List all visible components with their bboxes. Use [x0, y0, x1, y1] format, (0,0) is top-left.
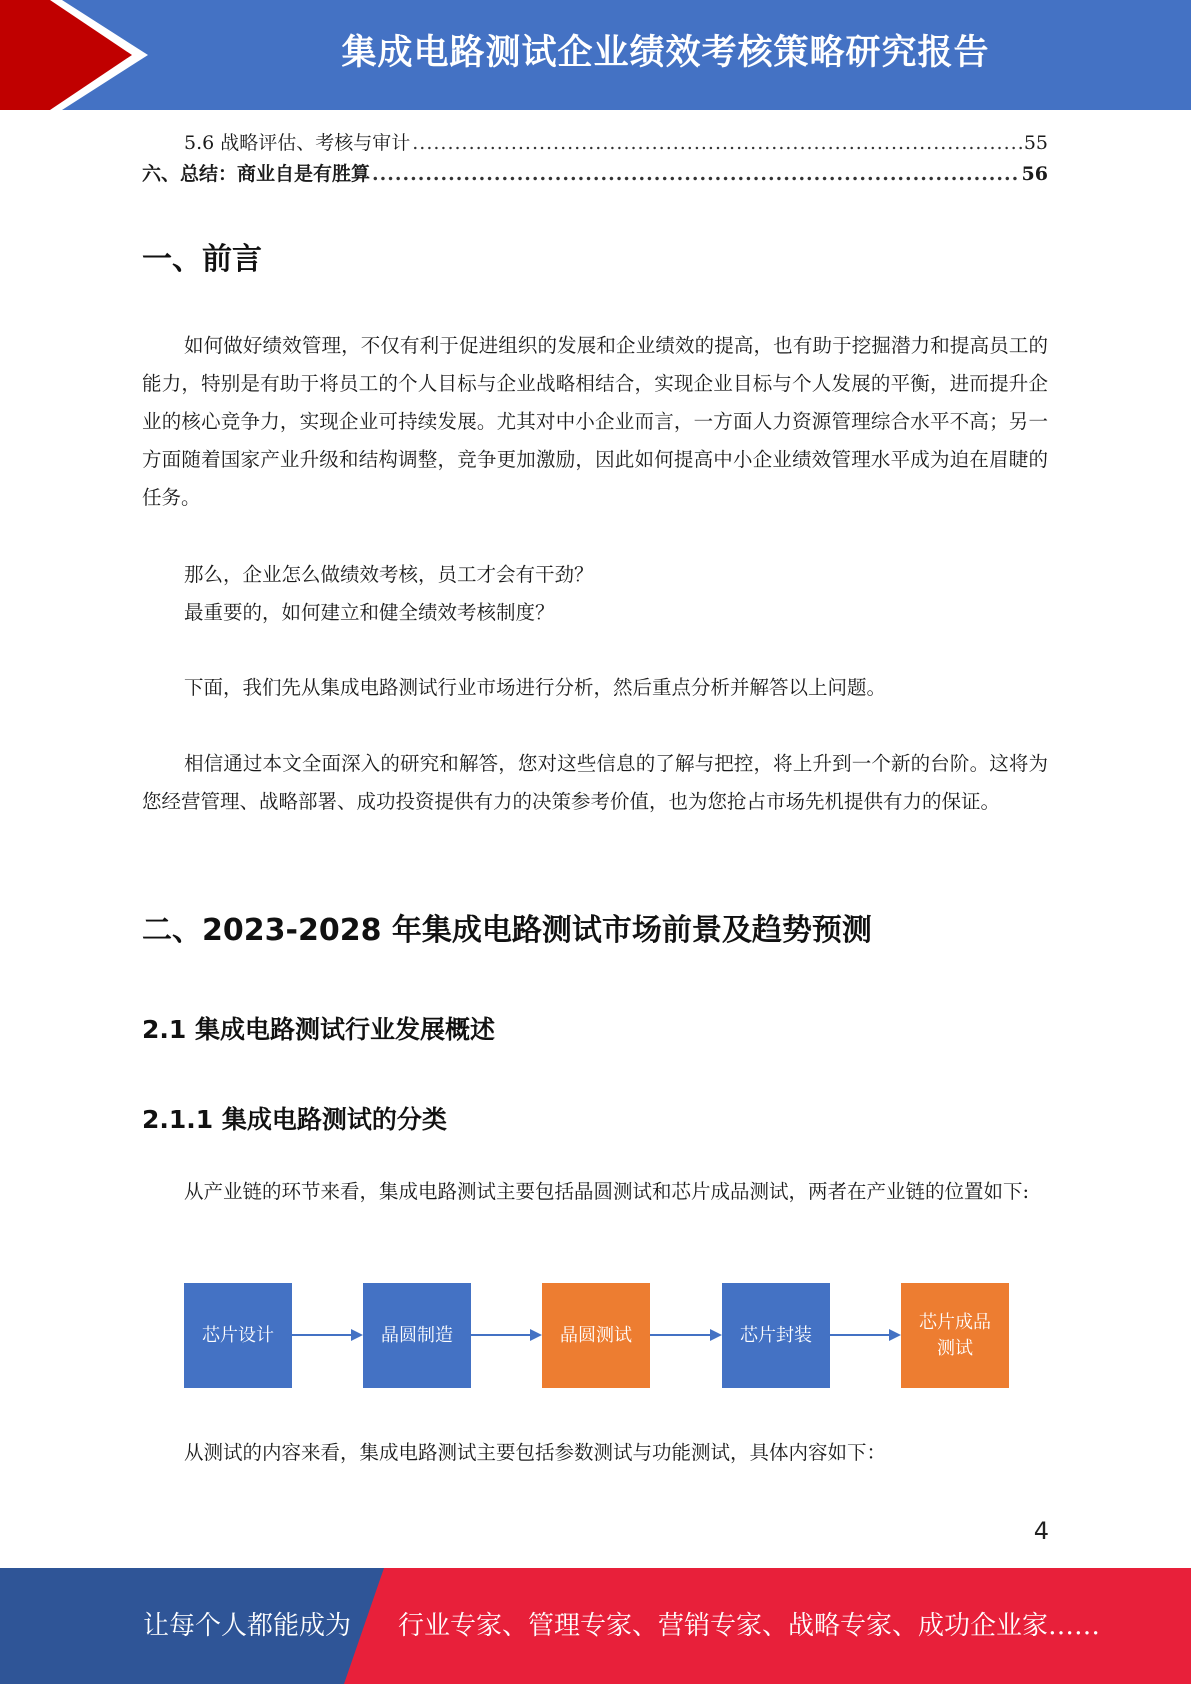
flow-step-packaging: 芯片封装: [722, 1283, 830, 1388]
toc-leader-dots: [372, 159, 1020, 189]
toc-entry[interactable]: [142, 128, 1048, 158]
footer-slogan-left: 让每个人都能成为: [143, 1611, 352, 1641]
paragraph-question: 那么，企业怎么做绩效考核，员工才会有干劲？: [184, 563, 594, 586]
flow-step-final-test: 芯片成品 测试: [901, 1283, 1009, 1388]
flow-step-wafer-test: 晶圆测试: [542, 1283, 650, 1388]
toc-leader-dots: [412, 128, 1022, 158]
paragraph-question: 最重要的，如何建立和健全绩效考核制度？: [184, 601, 555, 624]
section-heading-market: 二、2023-2028 年集成电路测试市场前景及趋势预测: [142, 913, 872, 948]
subsubsection-heading: 2.1.1 集成电路测试的分类: [142, 1105, 447, 1134]
report-title: 集成电路测试企业绩效考核策略研究报告: [341, 33, 990, 73]
footer-slogan-right: 行业专家、管理专家、营销专家、战略专家、成功企业家……: [398, 1611, 1101, 1641]
paragraph: 下面，我们先从集成电路测试行业市场进行分析，然后重点分析并解答以上问题。: [184, 676, 887, 699]
flow-step-chip-design: 芯片设计: [184, 1283, 292, 1388]
page-number: 4: [1033, 1517, 1049, 1545]
paragraph: 相信通过本文全面深入的研究和解答，您对这些信息的了解与把控，将上升到一个新的台阶。这将为您经营管理、战略部署、成功投资提供有力的决策参考价值，也为您抢占市场先机提供有力的保证。: [142, 752, 1048, 813]
paragraph: 从产业链的环节来看，集成电路测试主要包括晶圆测试和芯片成品测试，两者在产业链的位置如下:: [184, 1180, 1030, 1203]
toc-entry-page: 55: [1023, 132, 1048, 154]
toc-entry-page: 56: [1021, 163, 1048, 185]
toc-entry-text: 六、总结：商业自是有胜算: [142, 163, 371, 185]
paragraph: 如何做好绩效管理，不仅有利于促进组织的发展和企业绩效的提高，也有助于挖掘潜力和提高员工的能力，特别是有助于将员工的个人目标与企业战略相结合，实现企业目标与个人发展的平衡，进而提升企业的核心竞争力，实现企业可持续发展。尤其对中小企业而言，一方面人力资源管理综合水平不高；另一方面随着国家产业升级和结构调整，竞争更加激励，因此如何提高中小企业绩效管理水平成为迫在眉睫的任务。: [142, 334, 1048, 509]
paragraph: 从测试的内容来看，集成电路测试主要包括参数测试与功能测试，具体内容如下：: [184, 1441, 887, 1464]
toc-entry[interactable]: [142, 159, 1048, 189]
flow-step-wafer-fab: 晶圆制造: [363, 1283, 471, 1388]
header-chevron-decoration: [0, 0, 160, 110]
section-heading-preface: 一、前言: [142, 242, 262, 277]
page-header: [0, 0, 1191, 110]
toc-entry-text: 5.6 战略评估、考核与审计: [184, 132, 411, 154]
subsection-heading: 2.1 集成电路测试行业发展概述: [142, 1015, 495, 1044]
page-footer: [0, 1568, 1191, 1684]
